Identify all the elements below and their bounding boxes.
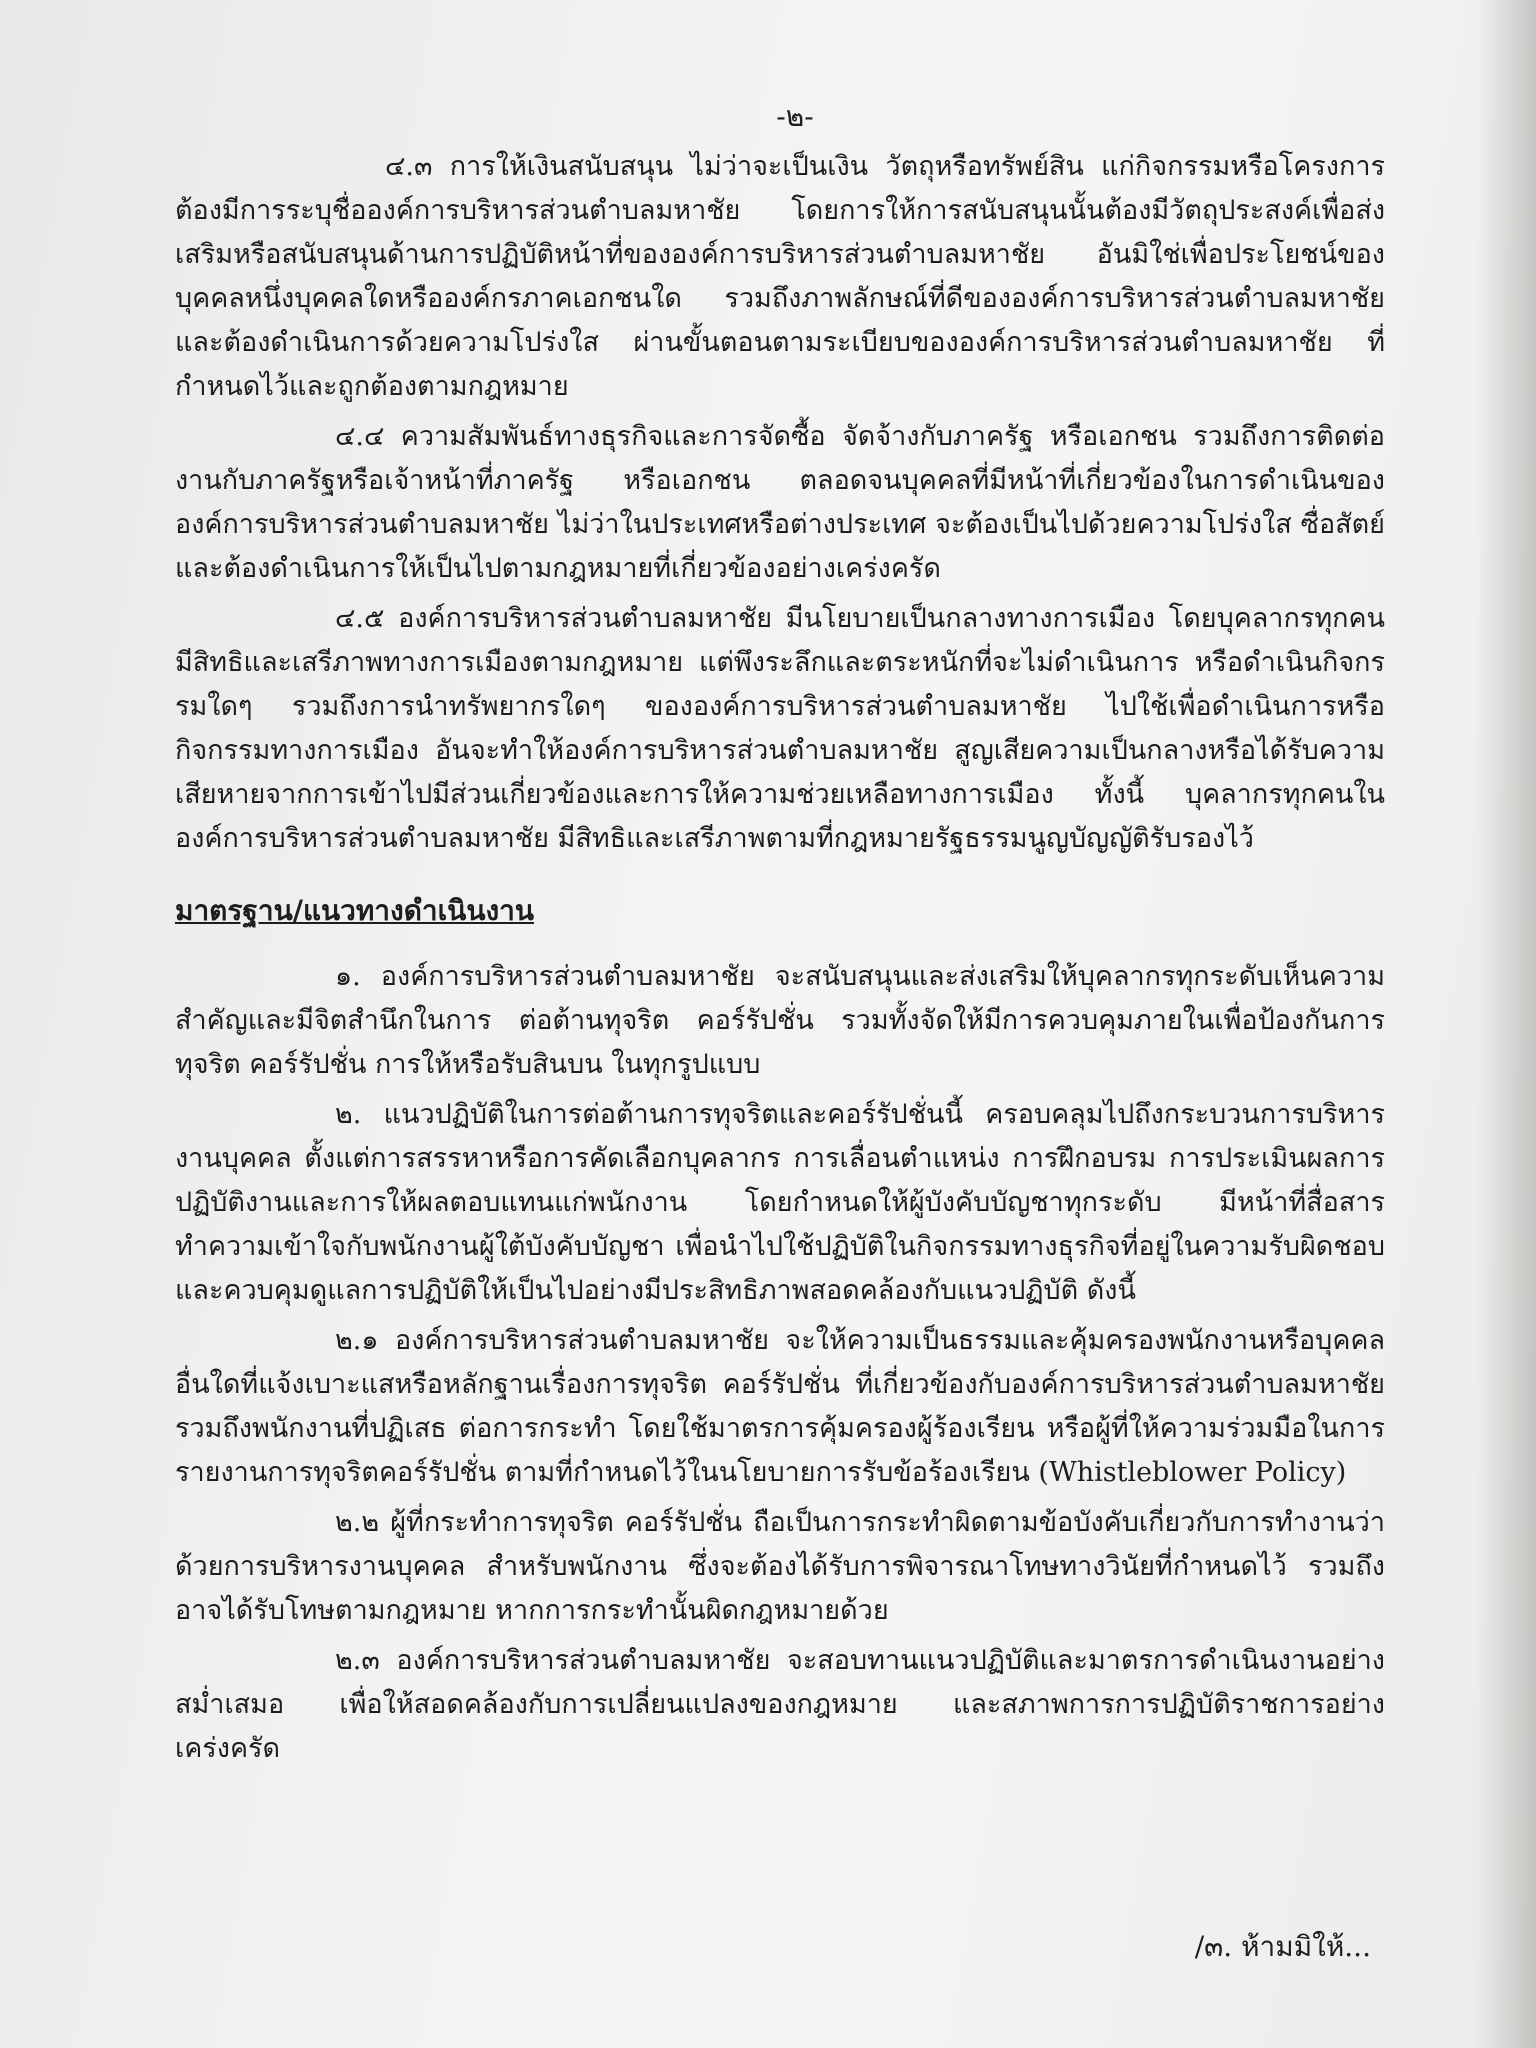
paragraph-2-3: ๒.๓ องค์การบริหารส่วนตำบลมหาชัย จะสอบทานแนวปฏิบัติและมาตรการดำเนินงานอย่างสม่ำเสมอ เพื่อให้สอดคล้องกับการเปลี่ยนแปลงของกฎหมาย และสภาพการการปฏิบัติราชการอย่างเคร่งครัด [175,1645,1385,1764]
section-heading: มาตรฐาน/แนวทางดำเนินงาน [175,894,534,927]
continuation-note: /๓. ห้ามมิให้... [1194,1930,1371,1963]
paragraph-1: ๑. องค์การบริหารส่วนตำบลมหาชัย จะสนับสนุนและส่งเสริมให้บุคลากรทุกระดับเห็นความสำคัญและมีจิตสำนึกในการ ต่อต้านทุจริต คอร์รัปชั่น รวมทั้งจัดให้มีการควบคุมภายในเพื่อป้องกันการทุจริต คอร์รัปชั่น การให้หรือรับสินบน ในทุกรูปแบบ [175,961,1385,1080]
paragraph-4-3: ๔.๓ การให้เงินสนับสนุน ไม่ว่าจะเป็นเงิน วัตถุหรือทรัพย์สิน แก่กิจกรรมหรือโครงการ ต้องมีการระบุชื่อองค์การบริหารส่วนตำบลมหาชัย โดยการให้การสนับสนุนนั้นต้องมีวัตถุประสงค์เพื่อส่งเสริมหรือสนับสนุนด้านการปฏิบัติหน้าที่ขององค์การบริหารส่วนตำบลมหาชัย อันมิใช่เพื่อประโยชน์ของบุคคลหนึ่งบุคคลใดหรือองค์กรภาคเอกชนใด รวมถึงภาพลักษณ์ที่ดีขององค์การบริหารส่วนตำบลมหาชัย และต้องดำเนินการด้วยความโปร่งใส ผ่านขั้นตอนตามระเบียบขององค์การบริหารส่วนตำบลมหาชัย ที่กำหนดไว้และถูกต้องตามกฎหมาย [175,151,1385,402]
paragraph-2-1: ๒.๑ องค์การบริหารส่วนตำบลมหาชัย จะให้ความเป็นธรรมและคุ้มครองพนักงานหรือบุคคลอื่นใดที่แจ้งเบาะแสหรือหลักฐานเรื่องการทุจริต คอร์รัปชั่น ที่เกี่ยวข้องกับองค์การบริหารส่วนตำบลมหาชัย รวมถึงพนักงานที่ปฏิเสธ ต่อการกระทำ โดยใช้มาตรการคุ้มครองผู้ร้องเรียน หรือผู้ที่ให้ความร่วมมือในการรายงานการทุจริตคอร์รัปชั่น ตามที่กำหนดไว้ในนโยบายการรับข้อร้องเรียน (Whistleblower Policy) [175,1325,1385,1488]
paragraph-2: ๒. แนวปฏิบัติในการต่อต้านการทุจริตและคอร์รัปชั่นนี้ ครอบคลุมไปถึงกระบวนการบริหารงานบุคคล ตั้งแต่การสรรหาหรือการคัดเลือกบุคลากร การเลื่อนตำแหน่ง การฝึกอบรม การประเมินผลการปฏิบัติงานและการให้ผลตอบแทนแก่พนักงาน โดยกำหนดให้ผู้บังคับบัญชาทุกระดับ มีหน้าที่สื่อสารทำความเข้าใจกับพนักงานผู้ใต้บังคับบัญชา เพื่อนำไปใช้ปฏิบัติในกิจกรรมทางธุรกิจที่อยู่ในความรับผิดชอบและควบคุมดูแลการปฏิบัติให้เป็นไปอย่างมีประสิทธิภาพสอดคล้องกับแนวปฏิบัติ ดังนี้ [175,1099,1385,1306]
paragraph-4-4: ๔.๔ ความสัมพันธ์ทางธุรกิจและการจัดซื้อ จัดจ้างกับภาครัฐ หรือเอกชน รวมถึงการติดต่องานกับภาครัฐหรือเจ้าหน้าที่ภาครัฐ หรือเอกชน ตลอดจนบุคคลที่มีหน้าที่เกี่ยวข้องในการดำเนินขององค์การบริหารส่วนตำบลมหาชัย ไม่ว่าในประเทศหรือต่างประเทศ จะต้องเป็นไปด้วยความโปร่งใส ซื่อสัตย์ และต้องดำเนินการให้เป็นไปตามกฎหมายที่เกี่ยวข้องอย่างเคร่งครัด [175,421,1385,584]
paragraph-2-2: ๒.๒ ผู้ที่กระทำการทุจริต คอร์รัปชั่น ถือเป็นการกระทำผิดตามข้อบังคับเกี่ยวกับการทำงานว่าด้วยการบริหารงานบุคคล สำหรับพนักงาน ซึ่งจะต้องได้รับการพิจารณาโทษทางวินัยที่กำหนดไว้ รวมถึงอาจได้รับโทษตามกฎหมาย หากการกระทำนั้นผิดกฎหมายด้วย [175,1507,1385,1626]
paragraph-4-5: ๔.๕ องค์การบริหารส่วนตำบลมหาชัย มีนโยบายเป็นกลางทางการเมือง โดยบุคลากรทุกคนมีสิทธิและเสรีภาพทางการเมืองตามกฎหมาย แต่พึงระลึกและตระหนักที่จะไม่ดำเนินการ หรือดำเนินกิจกรรมใดๆ รวมถึงการนำทรัพยากรใดๆ ขององค์การบริหารส่วนตำบลมหาชัย ไปใช้เพื่อดำเนินการหรือกิจกรรมทางการเมือง อันจะทำให้องค์การบริหารส่วนตำบลมหาชัย สูญเสียความเป็นกลางหรือได้รับความเสียหายจากการเข้าไปมีส่วนเกี่ยวข้องและการให้ความช่วยเหลือทางการเมือง ทั้งนี้ บุคลากรทุกคนในองค์การบริหารส่วนตำบลมหาชัย มีสิทธิและเสรีภาพตามที่กฎหมายรัฐธรรมนูญบัญญัติรับรองไว้ [175,603,1385,854]
page-shadow [1476,0,1536,2048]
document-body [175,95,1385,1777]
page-number: -๒- [776,100,814,133]
